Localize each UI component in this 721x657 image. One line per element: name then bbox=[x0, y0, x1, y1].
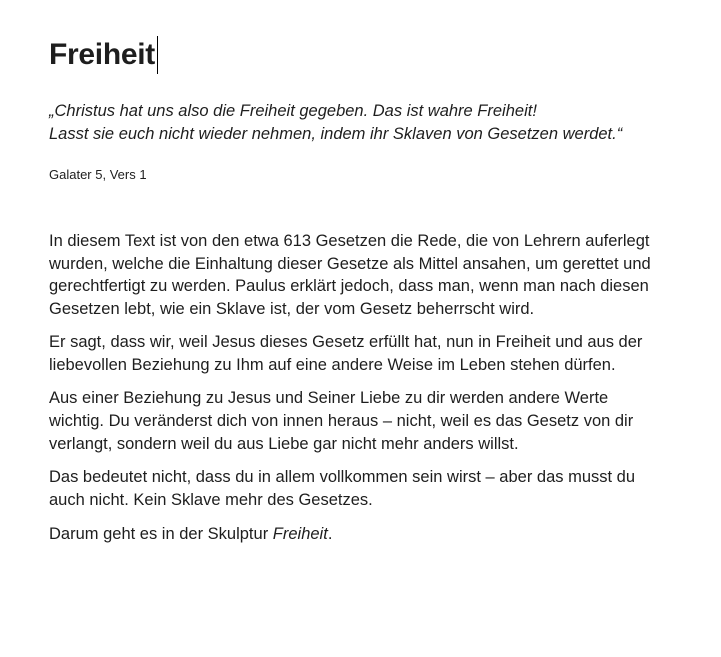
closing-suffix: . bbox=[327, 524, 333, 543]
quote-line-1: „Christus hat uns also die Freiheit gegeben. Das ist wahre Freiheit! bbox=[49, 102, 537, 120]
text-cursor bbox=[157, 36, 158, 74]
sculpture-name: Freiheit bbox=[272, 524, 328, 543]
quote-reference: Galater 5, Vers 1 bbox=[49, 167, 147, 182]
bible-quote bbox=[49, 100, 679, 146]
closing-paragraph bbox=[49, 523, 661, 546]
paragraph-1: In diesem Text ist von den etwa 613 Gesetzen die Rede, die von Lehrern auferlegt wurden, welche die Einhaltung dieser Gesetze als Mittel ansahen, um gerettet und gerechtfertigt zu werden. Paulus erklärt jedoch, dass man, wenn man nach diesen Gesetzen lebt, wie ein Sklave ist, der vom Gesetz beherrscht wird. bbox=[49, 232, 651, 319]
paragraph-3: Aus einer Beziehung zu Jesus und Seiner Liebe zu dir werden andere Werte wichtig. Du veränderst dich von innen heraus – nicht, weil es das Gesetz von dir verlangt, sondern weil du aus Liebe gar nicht mehr anders willst. bbox=[49, 389, 634, 453]
page-title[interactable]: Freiheit bbox=[49, 38, 155, 71]
quote-line-2: Lasst sie euch nicht wieder nehmen, indem ihr Sklaven von Gesetzen werdet.“ bbox=[49, 125, 623, 143]
body-text bbox=[49, 230, 661, 556]
paragraph-4: Das bedeutet nicht, dass du in allem vollkommen sein wirst – aber das musst du auch nicht. Kein Sklave mehr des Gesetzes. bbox=[49, 468, 636, 510]
paragraph-2: Er sagt, dass wir, weil Jesus dieses Gesetz erfüllt hat, nun in Freiheit und aus der liebevollen Beziehung zu Ihm auf eine andere Weise im Leben stehen dürfen. bbox=[49, 332, 643, 374]
closing-prefix: Darum geht es in der Skulptur bbox=[49, 524, 273, 543]
title-row bbox=[49, 34, 158, 76]
